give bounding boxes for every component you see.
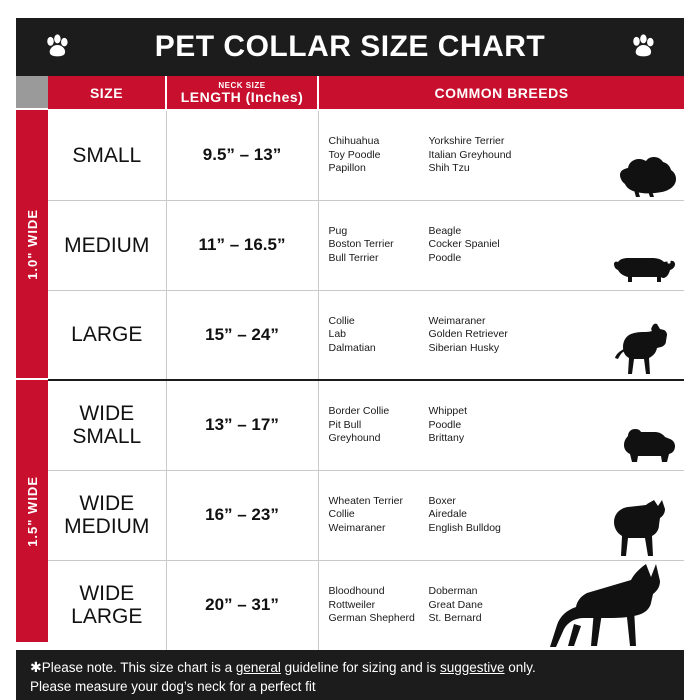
cell-breeds [318, 470, 684, 560]
breed-item: Weimaraner [428, 314, 486, 327]
breed-item: Pit Bull [328, 418, 362, 431]
breed-item: Yorkshire Terrier [428, 135, 505, 147]
size-label: WIDE [79, 582, 135, 606]
breed-item: Poodle [428, 418, 462, 431]
cell-breeds [318, 380, 684, 470]
cell-length: 15” – 24” [166, 290, 318, 380]
table-row [48, 110, 684, 200]
breed-item: Pug [328, 224, 348, 237]
size-label: MEDIUM [64, 233, 150, 257]
cell-size [48, 110, 166, 200]
breed-item: Whippet [428, 405, 468, 417]
column-header-length-inches: LENGTH (Inches) [180, 88, 304, 105]
breed-item: Italian Greyhound [428, 148, 512, 161]
size-label: LARGE [71, 323, 143, 347]
cell-size [48, 560, 166, 650]
band-label-text: 1.5" WIDE [24, 475, 40, 547]
cell-length: 9.5” – 13” [166, 110, 318, 200]
cell-size [48, 380, 166, 470]
footer-text-b: guideline for sizing and is [280, 660, 440, 675]
cell-length: 13” – 17” [166, 380, 318, 470]
footer-underline-suggestive: suggestive [439, 660, 505, 675]
breed-item: Papillon [328, 162, 366, 174]
breed-item: Bull Terrier [328, 251, 379, 264]
cell-breeds [318, 560, 684, 650]
cell-breeds [318, 290, 684, 380]
cell-size [48, 200, 166, 290]
breed-item: Shih Tzu [428, 162, 470, 174]
table-row [48, 380, 684, 470]
paw-icon [44, 34, 70, 60]
size-label-line2: SMALL [72, 425, 142, 449]
cell-breeds [318, 200, 684, 290]
table-row [48, 560, 684, 650]
breed-item: Rottweiler [328, 598, 376, 611]
breed-item: Dalmatian [328, 341, 376, 354]
breed-item: Beagle [428, 224, 462, 237]
breed-list-col1 [329, 315, 429, 356]
width-band-column [16, 76, 48, 650]
footer-text-a: Please note. This size chart is a [41, 660, 236, 675]
breed-list-col1 [329, 585, 429, 626]
footer-underline-general: general [235, 660, 281, 675]
footer-text-c: only. [504, 660, 536, 675]
breed-list-col1 [329, 495, 429, 536]
size-label: WIDE [79, 402, 135, 426]
cell-breeds [318, 110, 684, 200]
column-header-length [166, 76, 318, 110]
breed-item: Airedale [428, 508, 468, 521]
chart-header [16, 18, 684, 76]
breed-item: Chihuahua [328, 135, 380, 147]
breed-item: Border Collie [328, 405, 390, 417]
band-label-1-0-wide [16, 110, 48, 380]
breed-item: Weimaraner [328, 521, 386, 534]
breed-item: Golden Retriever [428, 328, 508, 340]
breed-item: Greyhound [328, 432, 381, 444]
breed-item: Brittany [428, 432, 465, 444]
breed-list-col2 [429, 495, 537, 536]
cell-size [48, 290, 166, 380]
page-title: PET COLLAR SIZE CHART [154, 30, 546, 63]
footer-note [16, 650, 684, 700]
breed-list-col1 [329, 225, 429, 266]
size-label: SMALL [72, 143, 142, 167]
table-row [48, 200, 684, 290]
breed-list-col2 [429, 405, 537, 446]
footer-line-1 [30, 658, 670, 677]
corner-cell [16, 76, 48, 110]
table-row [48, 290, 684, 380]
cell-length: 16” – 23” [166, 470, 318, 560]
breed-item: German Shepherd [328, 612, 415, 624]
breed-item: Siberian Husky [428, 341, 500, 354]
breed-item: St. Bernard [428, 612, 482, 624]
table-row [48, 470, 684, 560]
breed-item: Bloodhound [328, 585, 385, 597]
asterisk-icon: ✱ [30, 659, 42, 675]
breed-item: Great Dane [428, 598, 483, 611]
table-header-row [48, 76, 684, 110]
breed-item: Cocker Spaniel [428, 238, 500, 251]
paw-icon [630, 34, 656, 60]
cell-size [48, 470, 166, 560]
breed-item: Wheaten Terrier [328, 494, 404, 507]
breed-list-col2 [429, 225, 537, 266]
size-chart-table [16, 76, 684, 650]
footer-line-2: Please measure your dog’s neck for a perfect fit [30, 679, 316, 694]
breed-item: Boston Terrier [328, 238, 394, 251]
breed-item: Collie [328, 508, 355, 521]
band-label-text: 1.0" WIDE [24, 208, 40, 280]
column-header-neck-size: NECK SIZE [218, 80, 266, 90]
breed-list-col2 [429, 585, 537, 626]
breed-list-col2 [429, 315, 537, 356]
column-header-size: SIZE [48, 76, 166, 110]
breed-item: Poodle [428, 251, 462, 264]
breed-item: Boxer [428, 494, 456, 507]
breed-item: Toy Poodle [328, 148, 381, 161]
breed-item: Lab [328, 328, 347, 340]
column-header-breeds: COMMON BREEDS [318, 76, 684, 110]
band-label-1-5-wide [16, 380, 48, 642]
breed-list-col2 [429, 135, 537, 176]
size-label-line2: MEDIUM [64, 515, 150, 538]
breed-item: Doberman [428, 585, 478, 597]
breed-list-col1 [329, 405, 429, 446]
breed-item: Collie [328, 314, 355, 327]
size-label: WIDE [79, 492, 135, 515]
breed-list-col1 [329, 135, 429, 176]
breed-item: English Bulldog [428, 521, 501, 534]
size-label-line2: LARGE [71, 605, 143, 629]
cell-length: 20” – 31” [166, 560, 318, 650]
cell-length: 11” – 16.5” [166, 200, 318, 290]
